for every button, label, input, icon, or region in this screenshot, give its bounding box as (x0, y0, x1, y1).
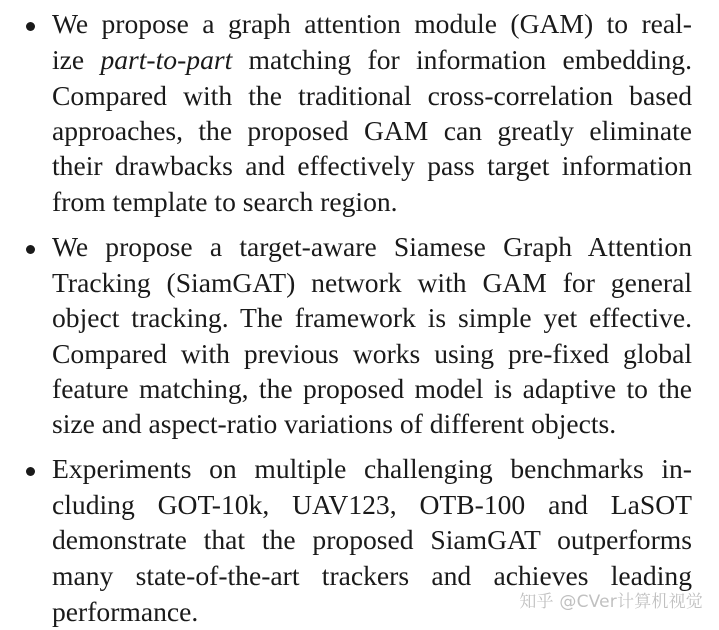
text-line: We propose a graph attention module (GAM) to real- (52, 8, 692, 39)
text-line: ize part-to-part matching for information embedding. (52, 44, 693, 75)
text-line: demonstrate that the proposed SiamGAT outperforms (52, 524, 692, 555)
text-line: feature matching, the proposed model is adaptive to the (52, 373, 692, 404)
watermark-text: 知乎 @CVer计算机视觉 (519, 592, 703, 612)
text-line: We propose a target-aware Siamese Graph Attention (52, 231, 692, 262)
bullet-icon (26, 22, 35, 31)
text-line: object tracking. The framework is simple yet effective. (52, 302, 692, 333)
text-line: Compared with the traditional cross-correlation based (52, 80, 692, 111)
text-line: size and aspect-ratio variations of different objects. (52, 408, 617, 439)
text-line: Experiments on multiple challenging benchmarks in- (52, 453, 692, 484)
text-line: from template to search region. (52, 186, 398, 217)
text-line: Tracking (SiamGAT) network with GAM for general (52, 267, 692, 298)
text-line: cluding GOT-10k, UAV123, OTB-100 and LaSOT (52, 489, 692, 520)
text-line: approaches, the proposed GAM can greatly eliminate (52, 115, 692, 146)
text-line: Compared with previous works using pre-fixed global (52, 338, 692, 369)
bullet-icon (26, 245, 35, 254)
text-line: performance. (52, 596, 199, 627)
text-line: their drawbacks and effectively pass target information (52, 150, 692, 181)
bullet-icon (26, 467, 35, 476)
text-line: many state-of-the-art trackers and achieves leading (52, 560, 692, 591)
